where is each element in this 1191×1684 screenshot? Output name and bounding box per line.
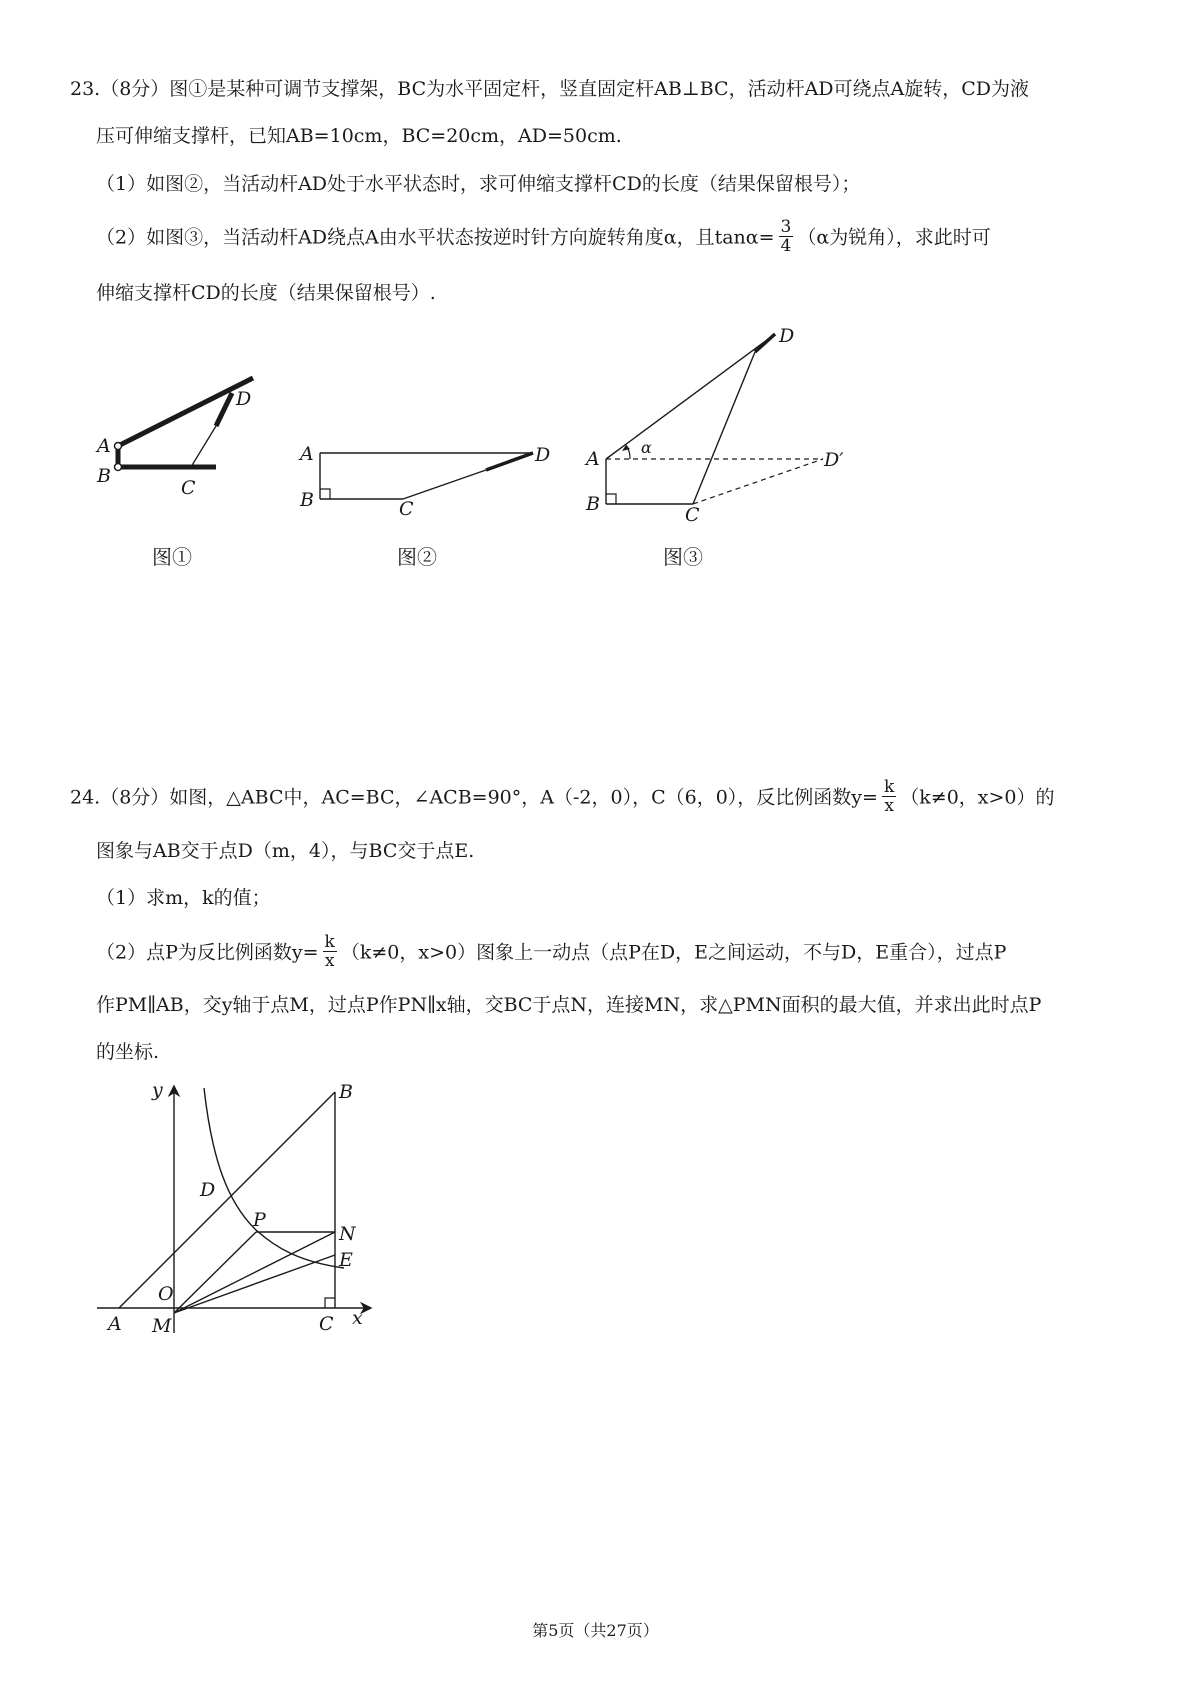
q24-frac1-num: k	[883, 777, 895, 797]
caption-fig3: 图③	[663, 545, 703, 569]
page-footer: 第5页（共27页）	[532, 1621, 659, 1640]
q24-part2-pre: （2）点P为反比例函数y=	[96, 941, 319, 964]
q23-part1: （1）如图②，当活动杆AD处于水平状态时，求可伸缩支撑杆CD的长度（结果保留根号）；	[96, 173, 861, 195]
q24-frac1-den: x	[884, 796, 894, 816]
caption-fig2: 图②	[397, 545, 437, 569]
label-n: N	[339, 1223, 356, 1245]
fig1-label-d: D	[236, 388, 252, 410]
label-d: D	[200, 1179, 216, 1201]
q23-line2: 压可伸缩支撑杆，已知AB=10cm，BC=20cm，AD=50cm.	[96, 125, 622, 147]
q23-part2-line2: 伸缩支撑杆CD的长度（结果保留根号）.	[96, 282, 436, 304]
q24-part1: （1）求m，k的值；	[96, 887, 271, 909]
q23-frac-den: 4	[780, 236, 792, 256]
label-b: B	[339, 1081, 353, 1103]
q24-line1-pre: 24.（8分）如图，△ABC中，AC=BC，∠ACB=90°，A（-2，0），C（6，0），反比例函数y=	[70, 786, 878, 809]
fig3-label-b: B	[586, 493, 600, 515]
q24-line2: 图象与AB交于点D（m，4），与BC交于点E.	[96, 840, 475, 862]
label-o: O	[158, 1283, 174, 1305]
fig3-label-dprime: D′	[824, 449, 844, 471]
label-y: y	[152, 1079, 163, 1101]
q24-part2-line2: 作PM∥AB，交y轴于点M，过点P作PN∥x轴，交BC于点N，连接MN，求△PMN面积的最大值，并求出此时点P	[96, 994, 1042, 1016]
fig1-label-c: C	[181, 477, 196, 499]
q24-frac2-num: k	[324, 932, 335, 952]
q24-part2-line3: 的坐标.	[96, 1041, 160, 1063]
q24-line1-post: （k≠0，x>0）的	[900, 786, 1055, 809]
hyperbola-curve	[204, 1088, 344, 1268]
right-angle-c	[325, 1298, 335, 1308]
fig2-label-c: C	[399, 498, 414, 520]
q24-part2-post: （k≠0，x>0）图象上一动点（点P在D，E之间运动，不与D，E重合），过点P	[340, 941, 1007, 964]
q23-frac-num: 3	[780, 217, 792, 237]
caption-fig1: 图①	[152, 545, 192, 569]
fig1-label-a: A	[97, 435, 111, 457]
q23-part2-pre: （2）如图③，当活动杆AD绕点A由水平状态按逆时针方向旋转角度α，且tanα=	[96, 226, 775, 249]
fig2-label-d: D	[535, 444, 551, 466]
segment-ab	[119, 1092, 335, 1308]
label-x: x	[352, 1307, 363, 1329]
q23-part2-post: （α为锐角），求此时可	[797, 226, 991, 249]
segment-pm	[174, 1232, 256, 1313]
segment-me	[174, 1255, 335, 1313]
label-p: P	[253, 1209, 266, 1231]
label-m: M	[152, 1315, 172, 1337]
label-e: E	[339, 1249, 353, 1271]
fig3-label-alpha: α	[641, 438, 652, 457]
label-c: C	[319, 1313, 334, 1335]
fig3-label-c: C	[685, 504, 700, 526]
q23-line1: 23.（8分）图①是某种可调节支撑架，BC为水平固定杆，竖直固定杆AB⊥BC，活动杆AD可绕点A旋转，CD为液	[70, 78, 1030, 100]
segment-mn	[174, 1232, 335, 1313]
q24-frac2-den: x	[324, 951, 335, 971]
fig3-label-d: D	[779, 325, 795, 347]
fig2-label-a: A	[300, 443, 314, 465]
fig2-label-b: B	[300, 489, 314, 511]
fig1-label-b: B	[97, 465, 111, 487]
fig3-label-a: A	[586, 448, 600, 470]
label-a: A	[108, 1313, 122, 1335]
